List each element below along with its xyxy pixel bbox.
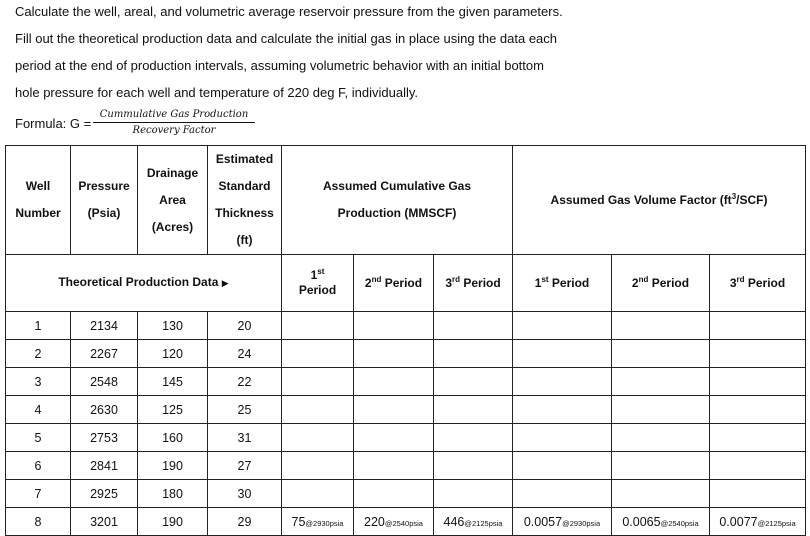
- drainage-header-l2: Area: [159, 192, 186, 207]
- empty-cell[interactable]: [513, 340, 612, 368]
- problem-statement: [15, 2, 805, 110]
- thickness-header-l4: (ft): [236, 233, 253, 247]
- empty-cell[interactable]: [612, 396, 710, 424]
- thickness-header-l3: Thickness: [215, 206, 274, 220]
- empty-cell[interactable]: [354, 312, 434, 340]
- col-well-number: [6, 146, 71, 255]
- pressure-header-l1: Pressure: [78, 179, 130, 193]
- cum2-condition: @2540psia: [384, 518, 423, 528]
- empty-cell[interactable]: [710, 424, 806, 452]
- empty-cell[interactable]: [513, 312, 612, 340]
- area-cell: 190: [138, 452, 208, 480]
- formula-denominator: Recovery Factor: [132, 125, 216, 136]
- area-cell: 160: [138, 424, 208, 452]
- table-row: [6, 340, 806, 368]
- cum-period-1-sup: st: [317, 267, 325, 276]
- drainage-header-l1: Drainage: [146, 165, 199, 180]
- intro-line-1: Calculate the well, areal, and volumetric average reservoir pressure from the given parameters.: [15, 4, 563, 19]
- cum-period-3-sup: rd: [452, 274, 460, 284]
- cum-period-2-num: 2: [364, 275, 372, 290]
- empty-cell[interactable]: [710, 452, 806, 480]
- gvf2-condition: @2540psia: [660, 518, 699, 528]
- thickness-header-l2: Standard: [218, 179, 271, 193]
- area-cell: 125: [138, 396, 208, 424]
- gvf-period-2-num: 2: [631, 275, 639, 290]
- empty-cell[interactable]: [513, 396, 612, 424]
- intro-line-4: hole pressure for each well and temperature of 220 deg F, individually.: [15, 85, 418, 100]
- well-number-cell: 1: [6, 312, 71, 340]
- empty-cell[interactable]: [282, 340, 354, 368]
- subheader-row: [6, 255, 806, 312]
- empty-cell[interactable]: [354, 340, 434, 368]
- cum-period-3-label: Period: [463, 275, 501, 290]
- gvf2-value: 0.0065: [622, 514, 661, 529]
- cum-period-2-sup: nd: [371, 274, 382, 284]
- empty-cell[interactable]: [710, 340, 806, 368]
- empty-cell[interactable]: [612, 340, 710, 368]
- empty-cell[interactable]: [354, 368, 434, 396]
- empty-cell[interactable]: [282, 480, 354, 508]
- gvf-period-1-cell: [513, 508, 612, 536]
- thickness-cell: 29: [208, 508, 282, 536]
- cum-period-1-num: 1: [310, 268, 318, 282]
- empty-cell[interactable]: [354, 396, 434, 424]
- empty-cell[interactable]: [282, 452, 354, 480]
- table-row: [6, 312, 806, 340]
- empty-cell[interactable]: [513, 452, 612, 480]
- col-cumulative-gas: [282, 146, 513, 255]
- empty-cell[interactable]: [513, 480, 612, 508]
- col-pressure: [71, 146, 138, 255]
- empty-cell[interactable]: [282, 368, 354, 396]
- formula-numerator: Cummulative Gas Production: [93, 108, 255, 123]
- pressure-cell: 2925: [71, 480, 138, 508]
- well-number-cell: 5: [6, 424, 71, 452]
- well-number-cell: 3: [6, 368, 71, 396]
- empty-cell[interactable]: [513, 368, 612, 396]
- thickness-cell: 24: [208, 340, 282, 368]
- formula-fraction: [93, 108, 255, 138]
- empty-cell[interactable]: [612, 452, 710, 480]
- cum-period-1: [282, 255, 354, 312]
- table-row: [6, 396, 806, 424]
- gvf1-value: 0.0057: [523, 514, 563, 529]
- well-number-cell: 6: [6, 452, 71, 480]
- pressure-cell: 2267: [71, 340, 138, 368]
- empty-cell[interactable]: [282, 424, 354, 452]
- gvf-period-2-label: Period: [651, 275, 690, 290]
- pressure-cell: 2548: [71, 368, 138, 396]
- thickness-cell: 27: [208, 452, 282, 480]
- cum3-condition: @2125psia: [464, 518, 503, 528]
- gvf-period-3-cell: [710, 508, 806, 536]
- well-number-cell: 7: [6, 480, 71, 508]
- area-cell: 180: [138, 480, 208, 508]
- well-number-cell: 8: [6, 508, 71, 536]
- gvf-period-3-sup: rd: [736, 274, 745, 284]
- theoretical-text: Theoretical Production Data: [58, 275, 219, 289]
- gvf-period-3-label: Period: [747, 275, 786, 290]
- thickness-cell: 31: [208, 424, 282, 452]
- table-row: [6, 480, 806, 508]
- pressure-cell: 2753: [71, 424, 138, 452]
- gvf-header-sup: 3: [731, 191, 737, 201]
- table-row: [6, 368, 806, 396]
- cum1-value: 75: [291, 514, 306, 529]
- gvf3-value: 0.0077: [719, 514, 758, 529]
- empty-cell[interactable]: [434, 424, 513, 452]
- gvf-period-1-sup: st: [541, 274, 549, 284]
- empty-cell[interactable]: [513, 424, 612, 452]
- gvf3-condition: @2125psia: [757, 518, 796, 528]
- empty-cell[interactable]: [434, 368, 513, 396]
- table-row: [6, 508, 806, 536]
- cum-gas-period-2-cell: [354, 508, 434, 536]
- empty-cell[interactable]: [434, 396, 513, 424]
- col-drainage-area: [138, 146, 208, 255]
- empty-cell[interactable]: [612, 368, 710, 396]
- cum-period-2: [354, 255, 434, 312]
- pressure-header-l2: (Psia): [87, 206, 121, 220]
- empty-cell[interactable]: [282, 312, 354, 340]
- cum-gas-period-1-cell: [282, 508, 354, 536]
- gvf-period-1-label: Period: [551, 275, 590, 290]
- empty-cell[interactable]: [434, 452, 513, 480]
- gvf-period-3-num: 3: [729, 275, 737, 290]
- empty-cell[interactable]: [612, 424, 710, 452]
- pressure-cell: 3201: [71, 508, 138, 536]
- thickness-cell: 22: [208, 368, 282, 396]
- empty-cell[interactable]: [612, 312, 710, 340]
- gvf-period-2: [612, 255, 710, 312]
- gvf1-condition: @2930psia: [562, 518, 601, 528]
- area-cell: 190: [138, 508, 208, 536]
- thickness-header-l1: Estimated: [215, 152, 274, 166]
- area-cell: 120: [138, 340, 208, 368]
- empty-cell[interactable]: [354, 424, 434, 452]
- area-cell: 130: [138, 312, 208, 340]
- well-header-l1: Well: [25, 179, 51, 193]
- gvf-period-2-cell: [612, 508, 710, 536]
- well-number-cell: 2: [6, 340, 71, 368]
- cum-gas-header-l2: Production (MMSCF): [337, 206, 457, 220]
- cum-period-3: [434, 255, 513, 312]
- cum-period-1-label: Period: [298, 283, 337, 297]
- intro-line-3: period at the end of production intervals, assuming volumetric behavior with an initial bottom: [15, 58, 544, 73]
- empty-cell[interactable]: [434, 312, 513, 340]
- formula-label: Formula: G =: [15, 116, 92, 131]
- thickness-cell: 20: [208, 312, 282, 340]
- col-thickness: [208, 146, 282, 255]
- pressure-cell: 2630: [71, 396, 138, 424]
- theoretical-production-label: [6, 255, 282, 312]
- empty-cell[interactable]: [710, 368, 806, 396]
- formula: [15, 108, 415, 144]
- intro-line-2: Fill out the theoretical production data and calculate the initial gas in place using the data each: [15, 31, 558, 46]
- empty-cell[interactable]: [710, 480, 806, 508]
- empty-cell[interactable]: [434, 480, 513, 508]
- well-data-table: [5, 145, 806, 536]
- cum3-value: 446: [443, 514, 465, 529]
- cum-period-2-label: Period: [384, 275, 423, 290]
- pressure-cell: 2134: [71, 312, 138, 340]
- empty-cell[interactable]: [282, 396, 354, 424]
- table-row: [6, 452, 806, 480]
- col-gas-volume-factor: [513, 146, 806, 255]
- cum1-condition: @2930psia: [305, 518, 344, 528]
- cum-gas-header-l1: Assumed Cumulative Gas: [322, 179, 472, 193]
- gvf-period-3: [710, 255, 806, 312]
- well-number-cell: 4: [6, 396, 71, 424]
- pressure-cell: 2841: [71, 452, 138, 480]
- cum-gas-period-3-cell: [434, 508, 513, 536]
- empty-cell[interactable]: [710, 312, 806, 340]
- empty-cell[interactable]: [710, 396, 806, 424]
- empty-cell[interactable]: [354, 452, 434, 480]
- empty-cell[interactable]: [434, 340, 513, 368]
- gvf-period-2-sup: nd: [638, 274, 649, 284]
- gvf-header-a: Assumed Gas Volume Factor (ft: [550, 192, 732, 207]
- table-row: [6, 424, 806, 452]
- cum-period-3-num: 3: [445, 275, 452, 290]
- cum2-value: 220: [364, 514, 385, 529]
- gvf-header-b: /SCF): [736, 192, 768, 207]
- area-cell: 145: [138, 368, 208, 396]
- header-row: [6, 146, 806, 255]
- thickness-cell: 30: [208, 480, 282, 508]
- gvf-period-1-num: 1: [534, 275, 542, 290]
- empty-cell[interactable]: [354, 480, 434, 508]
- gvf-period-1: [513, 255, 612, 312]
- thickness-cell: 25: [208, 396, 282, 424]
- empty-cell[interactable]: [612, 480, 710, 508]
- well-header-l2: Number: [15, 206, 61, 220]
- drainage-header-l3: (Acres): [151, 219, 194, 234]
- play-arrow-icon: ▶: [221, 278, 229, 288]
